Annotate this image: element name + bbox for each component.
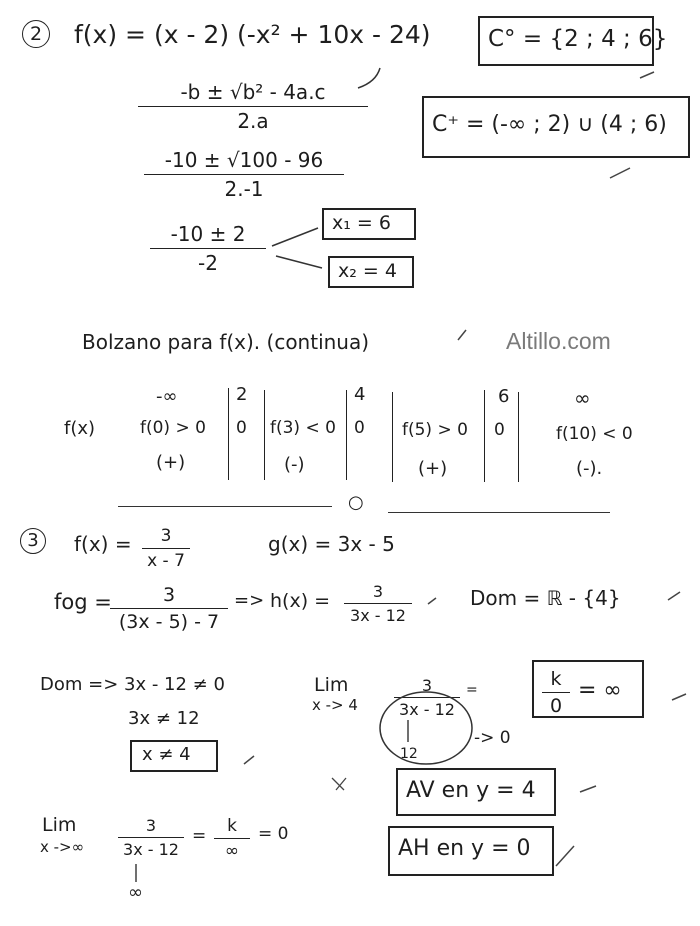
exercise-2-number: 2 — [22, 20, 50, 48]
formula-arrow-icon — [358, 68, 380, 88]
zero-at-4: 0 — [354, 418, 365, 438]
watermark: Altillo.com — [506, 328, 611, 354]
implies-arrow: => — [234, 590, 265, 611]
check-mark-7 — [244, 756, 254, 764]
limit-2-infinity: ∞ — [224, 841, 240, 861]
limit-1-subscript: x -> 4 — [312, 696, 358, 714]
exercise-3-number: 3 — [20, 528, 46, 554]
quadratic-formula-numerator: -b ± √b² - 4a.c — [138, 80, 368, 107]
formula-simplified-denominator: -2 — [198, 251, 218, 275]
bolzano-title: Bolzano para f(x). (continua) — [82, 330, 370, 354]
f-definition-label: f(x) = — [74, 532, 132, 556]
sign-3: (+) — [418, 458, 448, 479]
test-value-f10: f(10) < 0 — [556, 424, 633, 444]
pen-scribble — [332, 778, 346, 790]
check-mark-5 — [668, 592, 680, 600]
limit-2-numerator: 3 — [118, 816, 184, 838]
limit-2-result: = 0 — [258, 824, 289, 844]
check-mark-6 — [672, 694, 686, 700]
limit-2-denominator: 3x - 12 — [123, 840, 179, 859]
vertical-asymptote: AV en y = 4 — [406, 778, 536, 803]
h-denominator: 3x - 12 — [350, 606, 406, 625]
formula-simplified-numerator: -10 ± 2 — [150, 222, 266, 249]
bound-6: 6 — [498, 386, 510, 407]
limit-1-denominator-circle — [380, 692, 472, 764]
check-mark-3 — [458, 330, 466, 340]
bound-infinity: ∞ — [574, 386, 591, 410]
limit-1-zero: 0 — [549, 695, 563, 717]
check-mark-9 — [556, 846, 574, 866]
zero-at-6: 0 — [494, 420, 505, 440]
root-1-arrow — [272, 228, 318, 246]
bound-2: 2 — [236, 384, 248, 405]
check-mark-4 — [428, 598, 436, 604]
roots-set: C° = {2 ; 4 ; 6} — [488, 26, 668, 52]
formula-substitution-denominator: 2.-1 — [224, 177, 264, 201]
limit-2-equals: = — [192, 826, 207, 846]
horizontal-asymptote: AH en y = 0 — [398, 836, 531, 861]
limit-1-equals: = — [466, 682, 478, 698]
test-value-f5: f(5) > 0 — [402, 420, 468, 440]
sign-1: (+) — [156, 452, 186, 473]
f-denominator: x - 7 — [147, 551, 185, 571]
root-2-arrow — [276, 256, 322, 268]
formula-substitution-numerator: -10 ± √100 - 96 — [144, 148, 344, 175]
positive-set: C⁺ = (-∞ ; 2) ∪ (4 ; 6) — [432, 112, 667, 137]
test-value-f0: f(0) > 0 — [140, 418, 206, 438]
h-numerator: 3 — [344, 582, 412, 604]
check-mark-2 — [640, 72, 654, 78]
sign-table-row-label: f(x) — [64, 418, 96, 439]
test-value-f3: f(3) < 0 — [270, 418, 336, 438]
composition-denominator: (3x - 5) - 7 — [118, 611, 220, 633]
check-mark-1 — [610, 168, 630, 178]
limit-2-k: k — [214, 816, 250, 839]
limit-1-tends-zero: -> 0 — [474, 728, 511, 748]
limit-2-word: Lim — [42, 814, 77, 836]
bound-minus-infinity: -∞ — [156, 386, 178, 407]
root-1: x₁ = 6 — [332, 212, 391, 234]
limit-2-denominator-value: ∞ — [128, 882, 143, 903]
bound-4: 4 — [354, 384, 366, 405]
composition-numerator: 3 — [110, 584, 228, 609]
quadratic-formula-denominator: 2.a — [237, 109, 269, 133]
f-numerator: 3 — [142, 526, 190, 549]
composition-label: fog = — [54, 590, 112, 614]
check-mark-8 — [580, 786, 596, 792]
domain-step-3: x ≠ 4 — [142, 744, 191, 765]
limit-1-denominator: 3x - 12 — [399, 700, 455, 719]
h-label: h(x) = — [270, 590, 331, 612]
exercise-2-function: f(x) = (x - 2) (-x² + 10x - 24) — [74, 20, 431, 49]
root-2: x₂ = 4 — [338, 260, 397, 282]
limit-2-subscript: x ->∞ — [40, 838, 85, 856]
domain-result: Dom = ℝ - {4} — [470, 586, 621, 610]
zero-at-2: 0 — [236, 418, 247, 438]
limit-1-result: = ∞ — [578, 678, 622, 703]
domain-step-2: 3x ≠ 12 — [128, 708, 200, 729]
limit-1-word: Lim — [314, 674, 349, 696]
limit-1-numerator: 3 — [394, 676, 460, 698]
section-divider-mark: ○ — [348, 492, 364, 513]
limit-1-k: k — [542, 668, 570, 693]
sign-2: (-) — [284, 454, 305, 475]
sign-4: (-). — [576, 458, 603, 479]
limit-1-denominator-value: 12 — [400, 746, 418, 762]
domain-step-1: Dom => 3x - 12 ≠ 0 — [40, 674, 225, 695]
g-definition: g(x) = 3x - 5 — [268, 532, 395, 556]
